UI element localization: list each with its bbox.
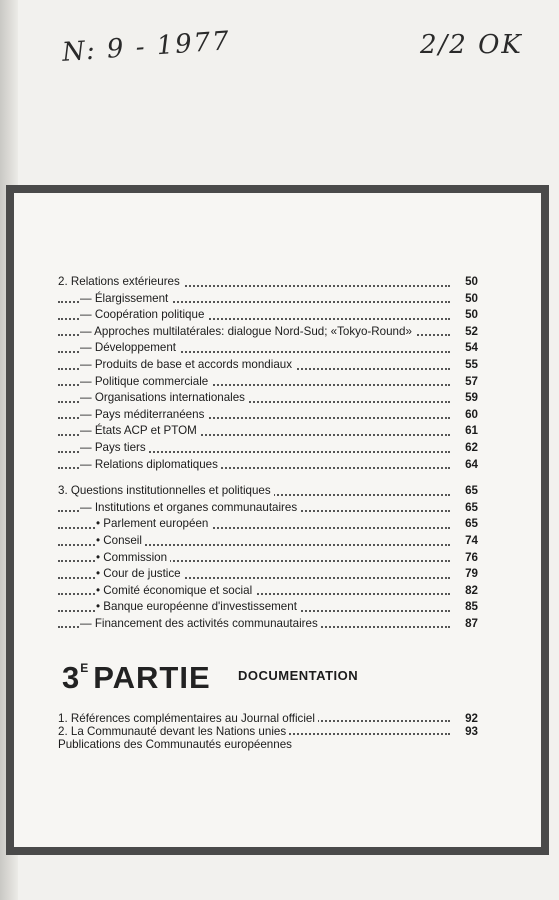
toc-entry-label: • Parlement européen [96,517,211,530]
toc-entry-label: — Relations diplomatiques [80,458,221,471]
toc-entry-page: 50 [450,307,478,324]
toc-entry-page: 59 [450,390,478,407]
toc-entry [58,712,478,725]
toc-entry-page: 57 [450,374,478,391]
table-of-contents [58,274,478,632]
toc-entry [58,340,478,357]
handwritten-ok-note: 2/2 OK [420,30,523,60]
toc-entry [58,324,478,341]
toc-entry-page: 62 [450,440,478,457]
toc-entry-page: 65 [450,516,478,533]
toc-entry-page: 87 [450,616,478,633]
toc-entry [58,516,478,533]
toc-entry-label: — Institutions et organes communautaires [80,501,300,514]
toc-entry-page: 54 [450,340,478,357]
toc-entry-page: 65 [450,500,478,517]
toc-entry-label: — Développement [80,341,179,354]
toc-entry [58,583,478,600]
toc-entry-label: • Cour de justice [96,567,184,580]
toc-entry [58,483,478,500]
toc-entry [58,738,478,751]
toc-entry-page: 61 [450,423,478,440]
toc-entry-label: — Approches multilatérales: dialogue Nord-Sud; «Tokyo-Round» [80,325,415,338]
toc-entry-page: 93 [450,725,478,738]
toc-entry-label: — Produits de base et accords mondiaux [80,358,295,371]
toc-entry-label: — Coopération politique [80,308,207,321]
toc-entry-page: 50 [450,274,478,291]
toc-entry-page: 79 [450,566,478,583]
toc-entry [58,725,478,738]
toc-entry [58,407,478,424]
part-title: DOCUMENTATION [238,668,359,683]
toc-entry-label: — Financement des activités communautaires [80,617,321,630]
toc-entry-page: 60 [450,407,478,424]
toc-entry-page: 64 [450,457,478,474]
toc-entry-label: 2. La Communauté devant les Nations unies [58,725,289,738]
toc-entry-page: 74 [450,533,478,550]
toc-entry [58,599,478,616]
toc-entry [58,566,478,583]
toc-entry-label: • Conseil [96,534,145,547]
toc-entry-page: 65 [450,483,478,500]
section-gap [58,473,478,483]
handwritten-issue-note: N: 9 - 1977 [61,26,232,68]
toc-entry [58,440,478,457]
toc-entry-page: 50 [450,291,478,308]
toc-entry [58,307,478,324]
toc-entry-label: • Comité économique et social [96,584,255,597]
toc-entry-label: — Politique commerciale [80,375,211,388]
toc-entry [58,550,478,567]
toc-entry [58,274,478,291]
toc-entry-page: 92 [450,712,478,725]
toc-entry-label: — Pays tiers [80,441,149,454]
toc-entry-label: — États ACP et PTOM [80,424,200,437]
part-heading [62,660,359,696]
toc-entry-page: 85 [450,599,478,616]
toc-entry-label: — Pays méditerranéens [80,408,207,421]
toc-entry-label: 2. Relations extérieures [58,275,183,288]
toc-entry-label: Publications des Communautés européennes [58,738,295,751]
toc-entry [58,423,478,440]
toc-entry-page: 76 [450,550,478,567]
toc-entry-label: • Banque européenne d'investissement [96,600,300,613]
toc-entry [58,291,478,308]
toc-entry [58,374,478,391]
toc-entry-label: 1. Références complémentaires au Journal officiel [58,712,318,725]
documentation-list [58,712,478,751]
toc-entry-label: — Élargissement [80,292,171,305]
toc-entry-label: — Organisations internationales [80,391,248,404]
toc-entry [58,390,478,407]
toc-entry-page: 55 [450,357,478,374]
toc-entry-label: • Commission [96,551,170,564]
toc-entry [58,616,478,633]
toc-entry [58,533,478,550]
toc-entry [58,357,478,374]
toc-entry [58,500,478,517]
toc-entry-page: 52 [450,324,478,341]
toc-entry [58,457,478,474]
toc-entry-page: 82 [450,583,478,600]
part-number: $3^E$ PARTIE [62,660,211,695]
toc-entry-label: 3. Questions institutionnelles et politiques [58,484,274,497]
